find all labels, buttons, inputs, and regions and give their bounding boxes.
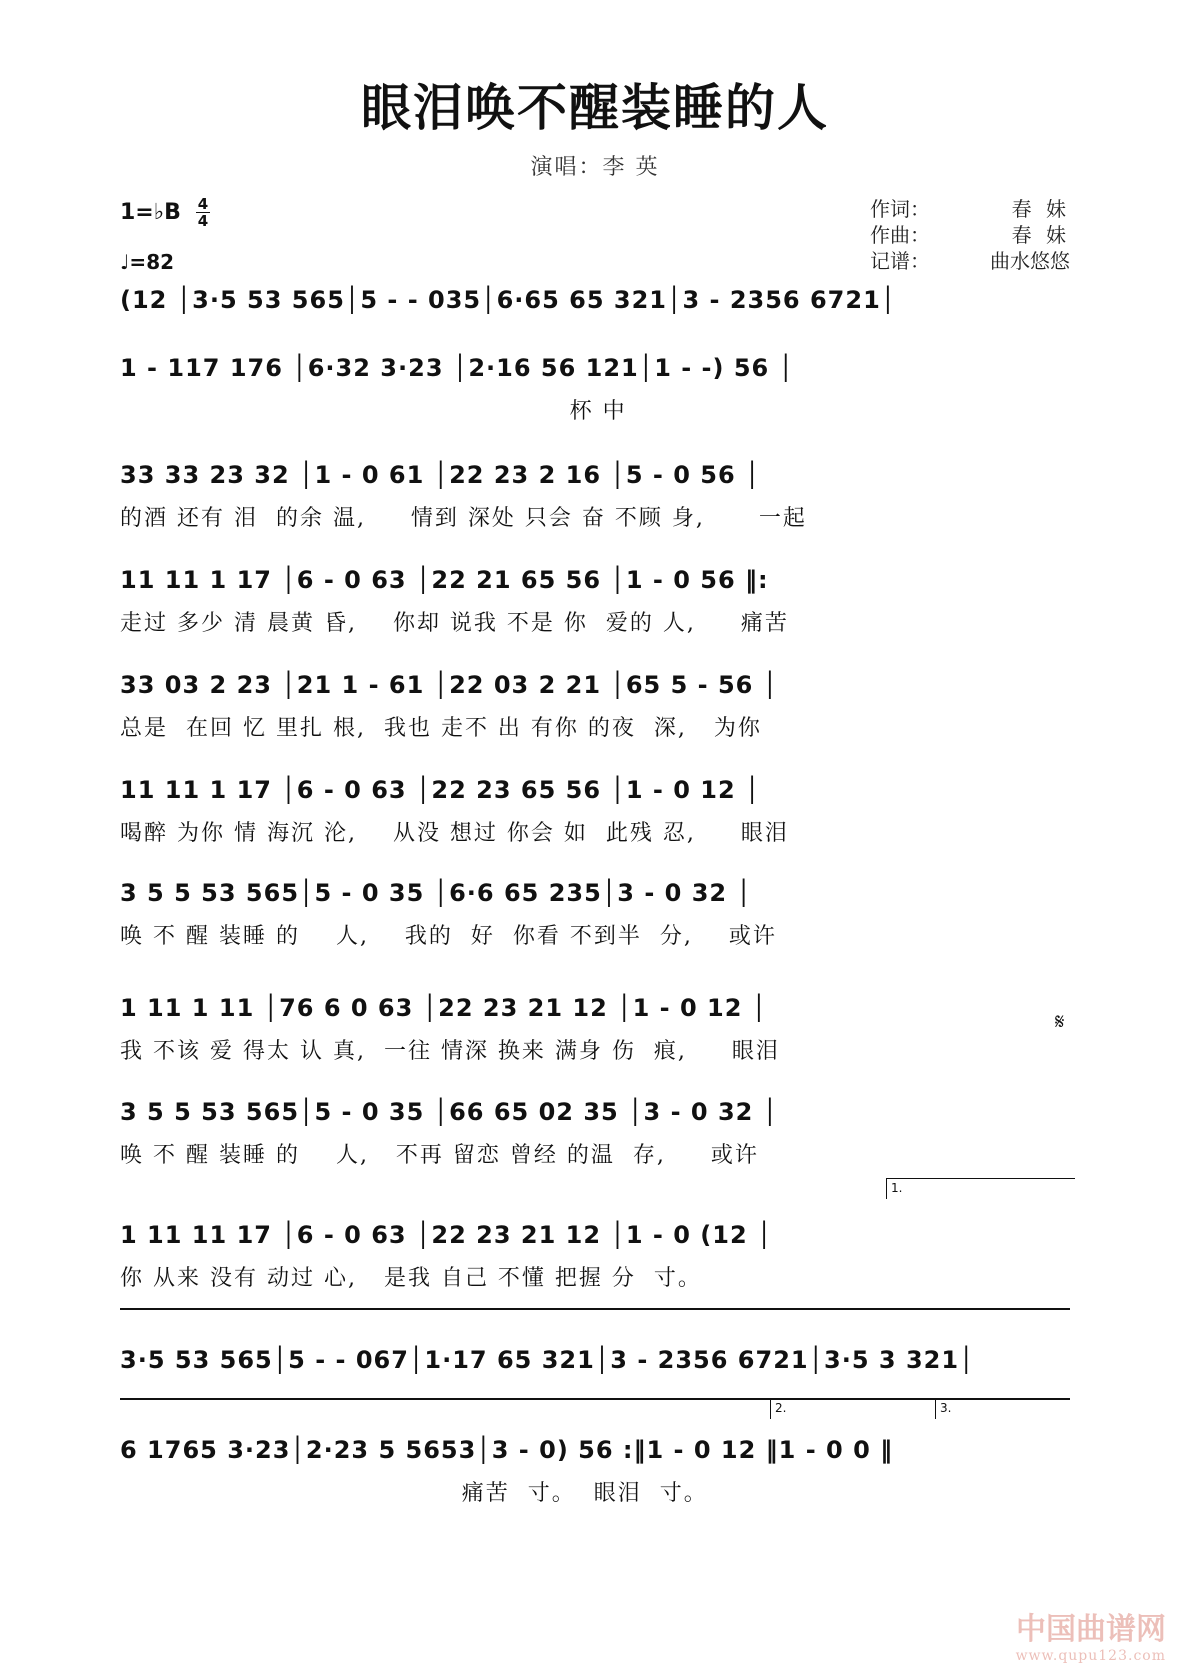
lyrics-line: 我 不该 爱 得太 认 真, 一往 情深 换来 满身 伤 痕, 眼泪: [120, 1039, 780, 1064]
notation-line: (12 │3·5 53 565│5 - - 035│6·65 65 321│3 - 2356 6721│: [120, 286, 897, 314]
singer-credit: 演唱：李 英: [530, 155, 660, 180]
volta-third-ending: 3.: [935, 1398, 1064, 1419]
staff-divider: [120, 1308, 1070, 1310]
notation-line: 1 11 1 11 │76 6 0 63 │22 23 21 12 │1 - 0 12 │: [120, 994, 768, 1022]
tempo-marking: ♩=82: [120, 250, 175, 274]
notation-line: 11 11 1 17 │6 - 0 63 │22 21 65 56 │1 - 0 56 ‖:: [120, 566, 769, 594]
volta-second-ending: 2.: [770, 1398, 929, 1419]
lyrics-line: 总是 在回 忆 里扎 根, 我也 走不 出 有你 的夜 深, 为你: [120, 716, 762, 741]
lyrics-line: 痛苦 寸。 眼泪 寸。: [120, 1481, 708, 1506]
lyricist-label: 作词：: [870, 197, 930, 221]
notation-line: 3 5 5 53 565│5 - 0 35 │6·6 65 235│3 - 0 32 │: [120, 879, 752, 907]
time-top: 4: [197, 195, 209, 213]
notation-line: 3 5 5 53 565│5 - 0 35 │66 65 02 35 │3 - 0 32 │: [120, 1098, 779, 1126]
transcriber-line: [870, 248, 1070, 274]
lyrics-line: 你 从来 没有 动过 心, 是我 自己 不懂 把握 分 寸。: [120, 1266, 702, 1291]
time-bottom: 4: [197, 212, 209, 230]
song-title: 眼泪唤不醒装睡的人: [361, 78, 829, 137]
notation-line: 3·5 53 565│5 - - 067│1·17 65 321│3 - 2356 6721│3·5 3 321│: [120, 1346, 975, 1374]
lyricist-name: 春 妹: [1011, 197, 1070, 221]
credits-block: [870, 196, 1070, 274]
lyrics-line: 喝醉 为你 情 海沉 沦, 从没 想过 你会 如 此残 忍, 眼泪: [120, 821, 789, 846]
lyrics-line: 杯 中: [120, 399, 627, 424]
time-signature: [196, 196, 210, 229]
transcriber-name: 曲水悠悠: [990, 249, 1070, 273]
lyrics-line: 唤 不 醒 装睡 的 人, 我的 好 你看 不到半 分, 或许: [120, 924, 777, 949]
site-watermark: [1016, 1604, 1166, 1664]
segno-sign: 𝄋: [1055, 1010, 1065, 1035]
lyrics-line: 的酒 还有 泪 的余 温, 情到 深处 只会 奋 不顾 身, 一起: [120, 506, 807, 531]
lyricist-line: [870, 196, 1070, 222]
notation-line: 1 - 117 176 │6·32 3·23 │2·16 56 121│1 - -) 56 │: [120, 354, 795, 382]
lyrics-line: 走过 多少 清 晨黄 昏, 你却 说我 不是 你 爱的 人, 痛苦: [120, 611, 789, 636]
watermark-site-name: 中国曲谱网: [1016, 1612, 1166, 1647]
notation-line: 33 03 2 23 │21 1 - 61 │22 03 2 21 │65 5 - 56 │: [120, 671, 779, 699]
watermark-url: www.qupu123.com: [1015, 1648, 1166, 1664]
notation-line: 6 1765 3·23│2·23 5 5653│3 - 0) 56 :‖1 - 0 12 ‖1 - 0 0 ‖: [120, 1436, 894, 1464]
transcriber-label: 记谱：: [870, 249, 930, 273]
notation-line: 33 33 23 32 │1 - 0 61 │22 23 2 16 │5 - 0 56 │: [120, 461, 761, 489]
composer-label: 作曲：: [870, 223, 930, 247]
key-signature: 1=♭B: [120, 200, 181, 225]
notation-line: 11 11 1 17 │6 - 0 63 │22 23 65 56 │1 - 0 12 │: [120, 776, 761, 804]
composer-line: [870, 222, 1070, 248]
volta-first-ending: 1.: [886, 1178, 1075, 1199]
composer-name: 春 妹: [1011, 223, 1070, 247]
notation-line: 1 11 11 17 │6 - 0 63 │22 23 21 12 │1 - 0 (12 │: [120, 1221, 773, 1249]
lyrics-line: 唤 不 醒 装睡 的 人, 不再 留恋 曾经 的温 存, 或许: [120, 1143, 759, 1168]
